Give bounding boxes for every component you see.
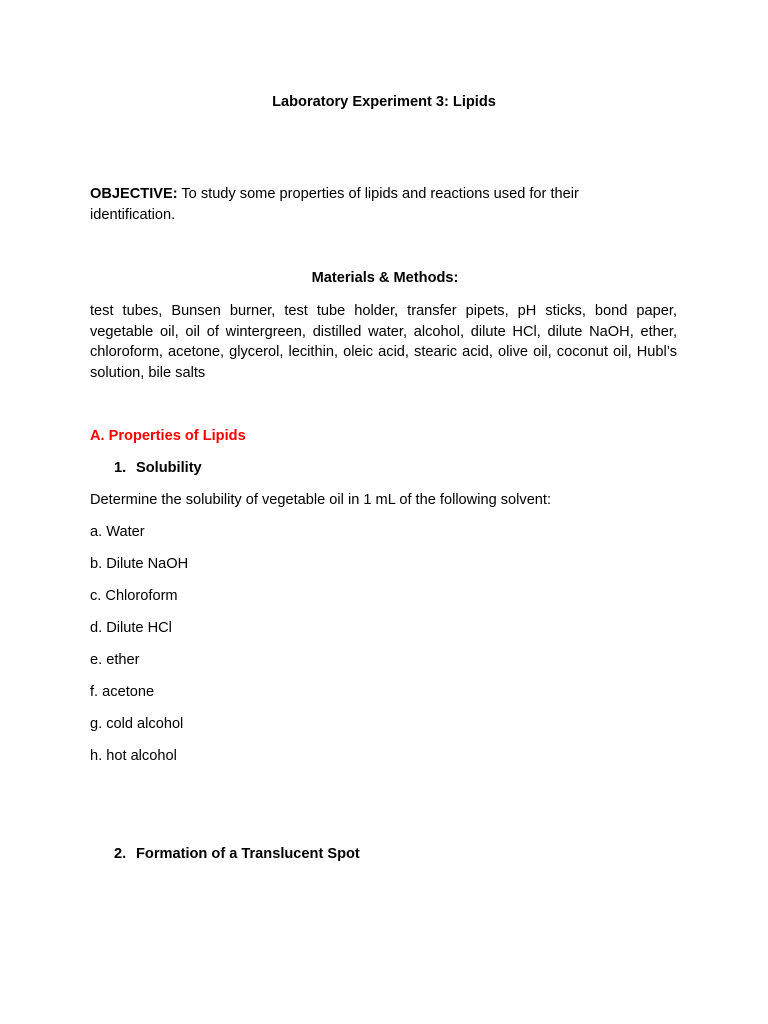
list-item: e. ether	[90, 652, 140, 668]
list-item: h. hot alcohol	[90, 748, 177, 764]
list-item: g. cold alcohol	[90, 716, 184, 732]
subsection-solubility-heading	[114, 459, 202, 477]
materials-list-paragraph: test tubes, Bunsen burner, test tube holder, transfer pipets, pH sticks, bond paper, vegetable oil, oil of wintergreen, distilled water, alcohol, dilute HCl, dilute NaOH, ether, chloroform, acetone, glycerol, lecithin, oleic acid, stearic acid, olive oil, coconut oil, Hubl’s solution, bile salts	[90, 303, 677, 381]
list-item: b. Dilute NaOH	[90, 556, 189, 572]
solvent-list	[90, 523, 188, 779]
subsection-number: 2.	[114, 846, 127, 862]
subsection-title: Solubility	[136, 460, 202, 476]
section-a-heading: A. Properties of Lipids	[90, 428, 246, 444]
list-item: a. Water	[90, 524, 145, 540]
subsection-translucent-spot-heading	[114, 845, 360, 863]
list-item: c. Chloroform	[90, 588, 178, 604]
objective-paragraph	[90, 184, 650, 226]
list-item: d. Dilute HCl	[90, 620, 172, 636]
objective-label: OBJECTIVE:	[90, 186, 178, 202]
materials-methods-heading: Materials & Methods:	[311, 270, 459, 286]
subsection-title: Formation of a Translucent Spot	[136, 846, 360, 862]
solubility-instruction: Determine the solubility of vegetable oil in 1 mL of the following solvent:	[90, 492, 552, 508]
list-item: f. acetone	[90, 684, 155, 700]
subsection-number: 1.	[114, 460, 127, 476]
objective-text: To study some properties of lipids and reactions used for their identification.	[90, 186, 579, 223]
document-title: Laboratory Experiment 3: Lipids	[272, 94, 496, 110]
